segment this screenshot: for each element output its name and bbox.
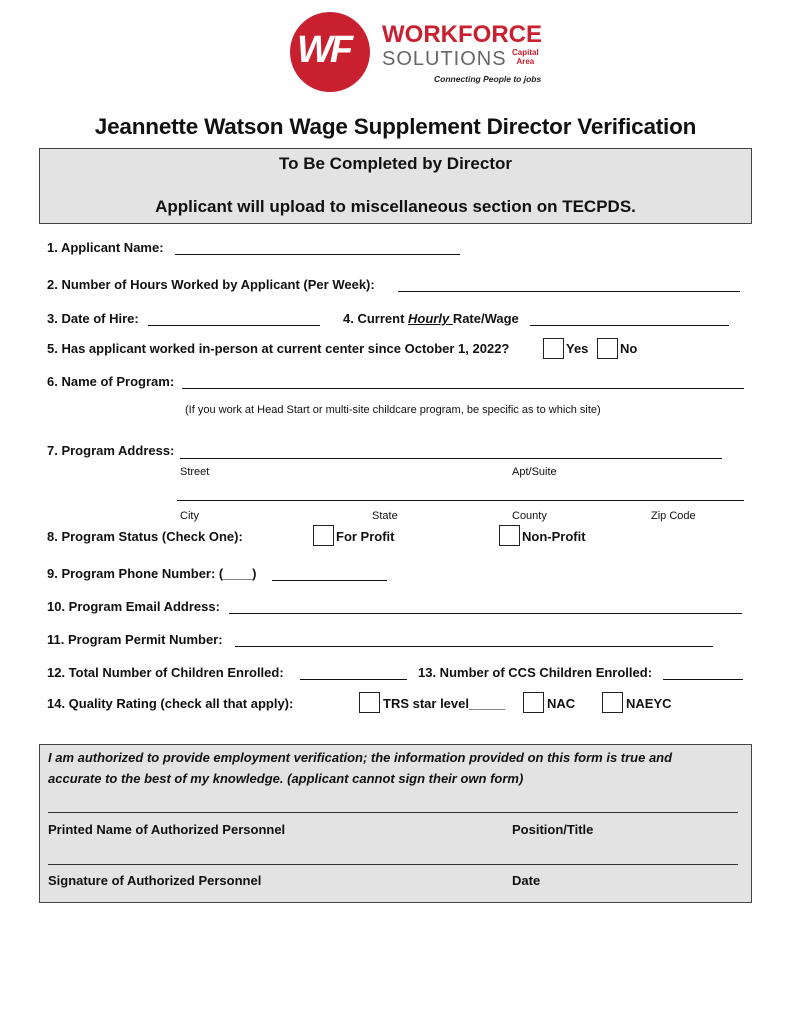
for-profit-label: For Profit [336,529,395,544]
position-title-label: Position/Title [512,822,594,837]
q9-label: 9. Program Phone Number: (____) [47,566,257,581]
date-of-hire-field[interactable] [148,325,320,326]
nac-checkbox[interactable] [523,692,544,713]
program-email-field[interactable] [229,613,742,614]
program-city-state-field[interactable] [177,500,744,501]
q11-label: 11. Program Permit Number: [47,632,223,647]
program-street-field[interactable] [180,458,722,459]
logo-capital-area [512,48,539,66]
q5-label: 5. Has applicant worked in-person at current center since October 1, 2022? [47,341,510,356]
q13-label: 13. Number of CCS Children Enrolled: [418,665,653,680]
q5-no-checkbox[interactable] [597,338,618,359]
q12-label: 12. Total Number of Children Enrolled: [47,665,284,680]
signature-label: Signature of Authorized Personnel [48,873,262,888]
director-box-line2: Applicant will upload to miscellaneous section on TECPDS. [155,197,636,216]
authorization-box [39,744,752,903]
non-profit-label: Non-Profit [522,529,586,544]
form-title: Jeannette Watson Wage Supplement Director Verification [94,114,697,139]
authorization-statement-line2: accurate to the best of my knowledge. (applicant cannot sign their own form) [48,771,524,786]
program-name-field[interactable] [182,388,744,389]
naeyc-checkbox[interactable] [602,692,623,713]
zip-code-label: Zip Code [651,510,696,522]
q4-suffix: Rate/Wage [452,311,519,326]
non-profit-checkbox[interactable] [499,525,520,546]
naeyc-label: NAEYC [626,696,672,711]
street-label: Street [180,466,210,478]
logo-solutions-text: SOLUTIONS [382,48,507,70]
logo-capital-text: Capital [512,48,539,57]
q14-label: 14. Quality Rating (check all that apply): [47,696,294,711]
trs-label: TRS star level_____ [383,696,506,711]
hours-worked-field[interactable] [398,291,740,292]
q8-label: 8. Program Status (Check One): [47,529,243,544]
workforce-solutions-logo [290,12,550,92]
q5-yes-label: Yes [566,341,589,356]
logo-area-text: Area [516,57,535,66]
printed-name-label: Printed Name of Authorized Personnel [48,822,286,837]
apt-suite-label: Apt/Suite [512,466,557,478]
ccs-children-field[interactable] [663,679,743,680]
director-instructions-box [39,148,752,224]
q5-yes-checkbox[interactable] [543,338,564,359]
q4-label [343,311,519,327]
signature-field[interactable] [48,864,738,865]
date-label: Date [512,873,541,888]
q3-label: 3. Date of Hire: [47,311,139,326]
q2-label: 2. Number of Hours Worked by Applicant (Per Week): [47,277,375,292]
total-children-field[interactable] [300,679,407,680]
printed-name-field[interactable] [48,812,738,813]
q1-label: 1. Applicant Name: [47,240,164,255]
q4-prefix: 4. Current [343,311,409,326]
for-profit-checkbox[interactable] [313,525,334,546]
logo-tagline: Connecting People to jobs [434,74,542,84]
program-phone-field[interactable] [272,580,387,581]
q10-label: 10. Program Email Address: [47,599,220,614]
applicant-name-field[interactable] [175,254,460,255]
city-label: City [180,510,199,522]
authorization-statement-line1: I am authorized to provide employment verification; the information provided on this form is true and [48,750,673,765]
q4-emphasis: Hourly [408,311,453,326]
hourly-rate-field[interactable] [530,325,729,326]
county-label: County [512,510,547,522]
logo-workforce-text: WORKFORCE [382,21,542,48]
trs-checkbox[interactable] [359,692,380,713]
q5-no-label: No [620,341,638,356]
nac-label: NAC [547,696,576,711]
state-label: State [372,510,398,522]
q6-label: 6. Name of Program: [47,374,175,389]
director-box-line1: To Be Completed by Director [279,154,512,173]
logo-letters: WF [297,29,351,71]
program-permit-field[interactable] [235,646,713,647]
q7-label: 7. Program Address: [47,443,175,458]
q6-note: (If you work at Head Start or multi-site childcare program, be specific as to which site) [185,404,601,416]
